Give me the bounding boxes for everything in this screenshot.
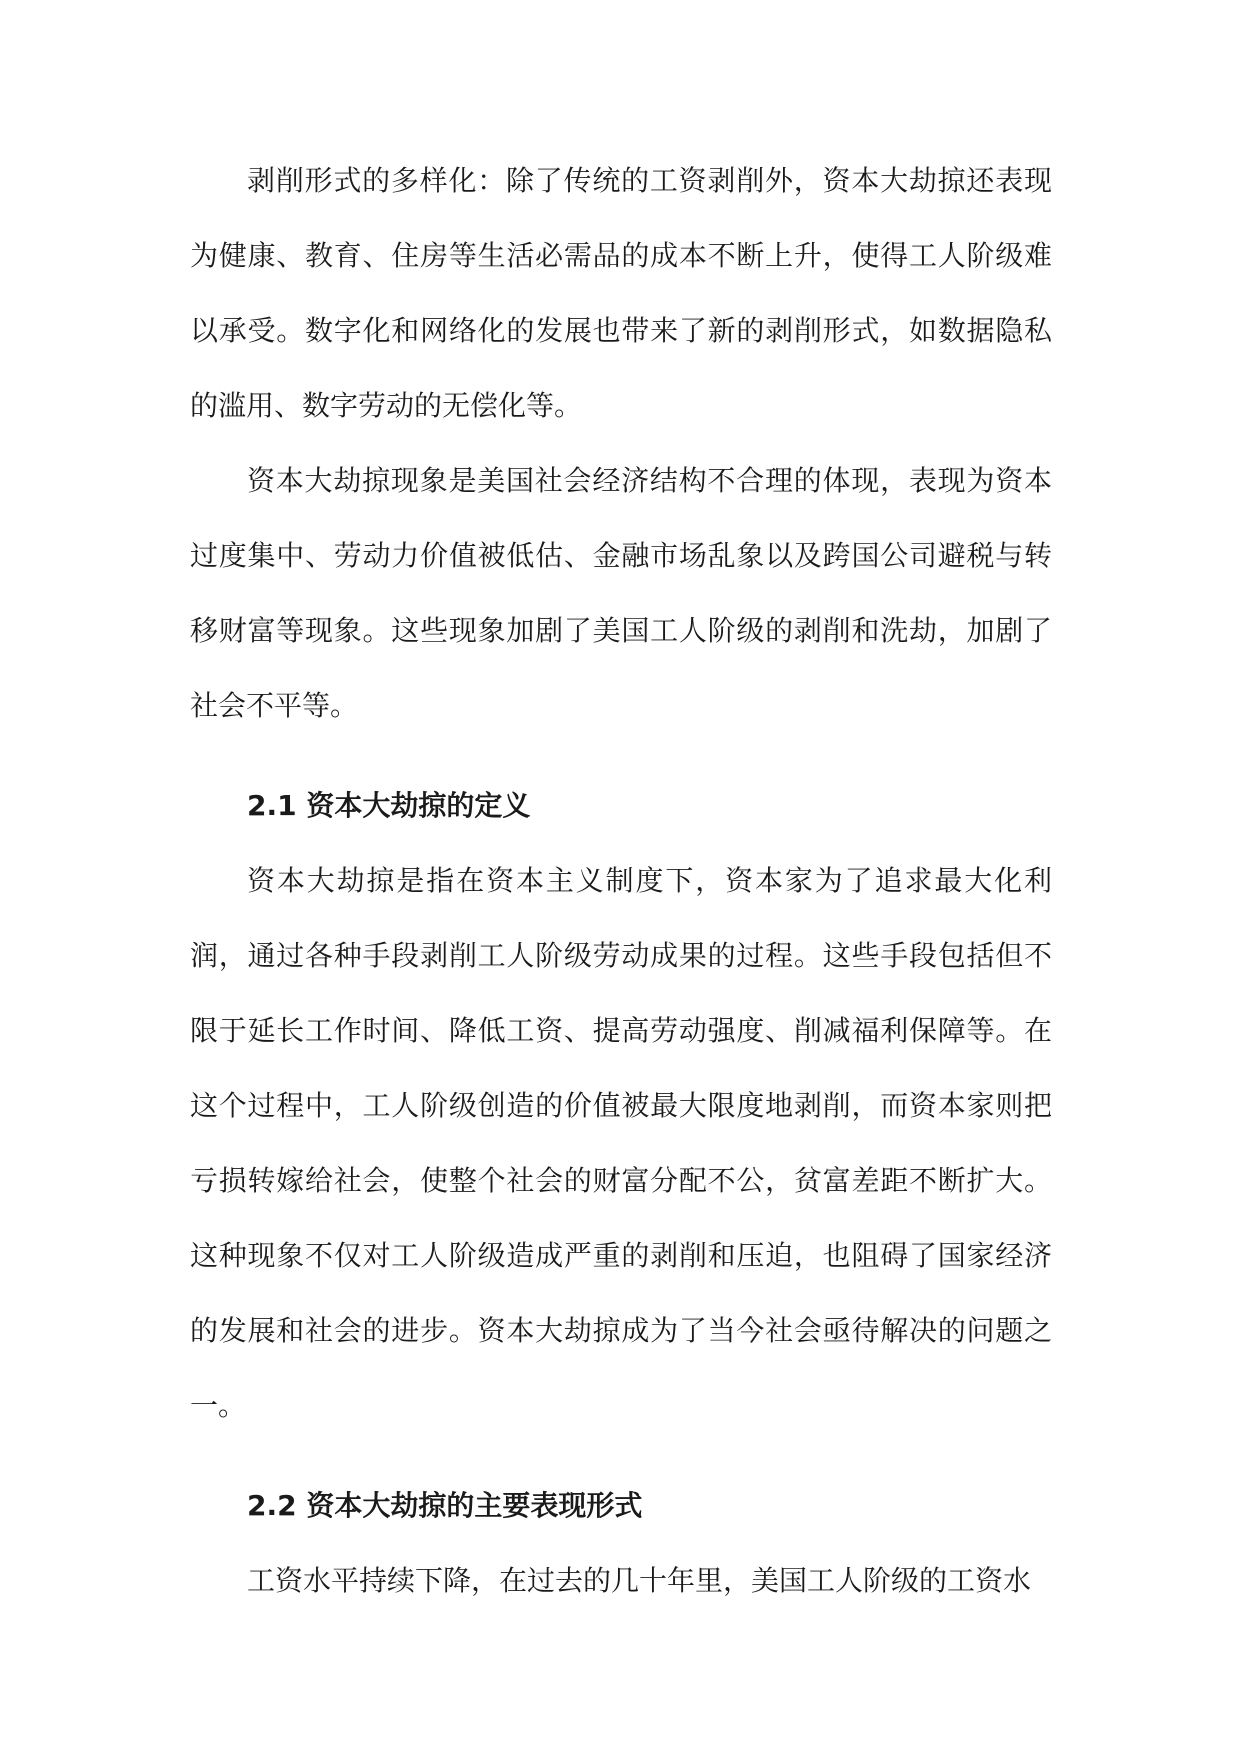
paragraph-main-forms: 工资水平持续下降，在过去的几十年里，美国工人阶级的工资水 — [247, 1564, 1032, 1597]
paragraph-plunder-summary: 资本大劫掠现象是美国社会经济结构不合理的体现，表现为资本过度集中、劳动力价值被低估、金融市场乱象以及跨国公司避税与转移财富等现象。这些现象加剧了美国工人阶级的剥削和洗劫，加剧了社会不平等。 — [190, 464, 1052, 722]
paragraph-definition: 资本大劫掠是指在资本主义制度下，资本家为了追求最大化利润，通过各种手段剥削工人阶级劳动成果的过程。这些手段包括但不限于延长工作时间、降低工资、提高劳动强度、削减福利保障等。在这个过程中，工人阶级创造的价值被最大限度地剥削，而资本家则把亏损转嫁给社会，使整个社会的财富分配不公，贫富差距不断扩大。这种现象不仅对工人阶级造成严重的剥削和压迫，也阻碍了国家经济的发展和社会的进步。资本大劫掠成为了当今社会亟待解决的问题之一。 — [190, 864, 1052, 1422]
section-spacer — [190, 1443, 1052, 1468]
document-body — [190, 143, 1052, 1618]
section-heading-2-2: 2.2 资本大劫掠的主要表现形式 — [247, 1489, 643, 1522]
section-heading-2-1: 2.1 资本大劫掠的定义 — [247, 789, 531, 822]
section-spacer — [190, 743, 1052, 768]
paragraph-exploitation-forms: 剥削形式的多样化：除了传统的工资剥削外，资本大劫掠还表现为健康、教育、住房等生活必需品的成本不断上升，使得工人阶级难以承受。数字化和网络化的发展也带来了新的剥削形式，如数据隐私的滥用、数字劳动的无偿化等。 — [190, 164, 1052, 422]
